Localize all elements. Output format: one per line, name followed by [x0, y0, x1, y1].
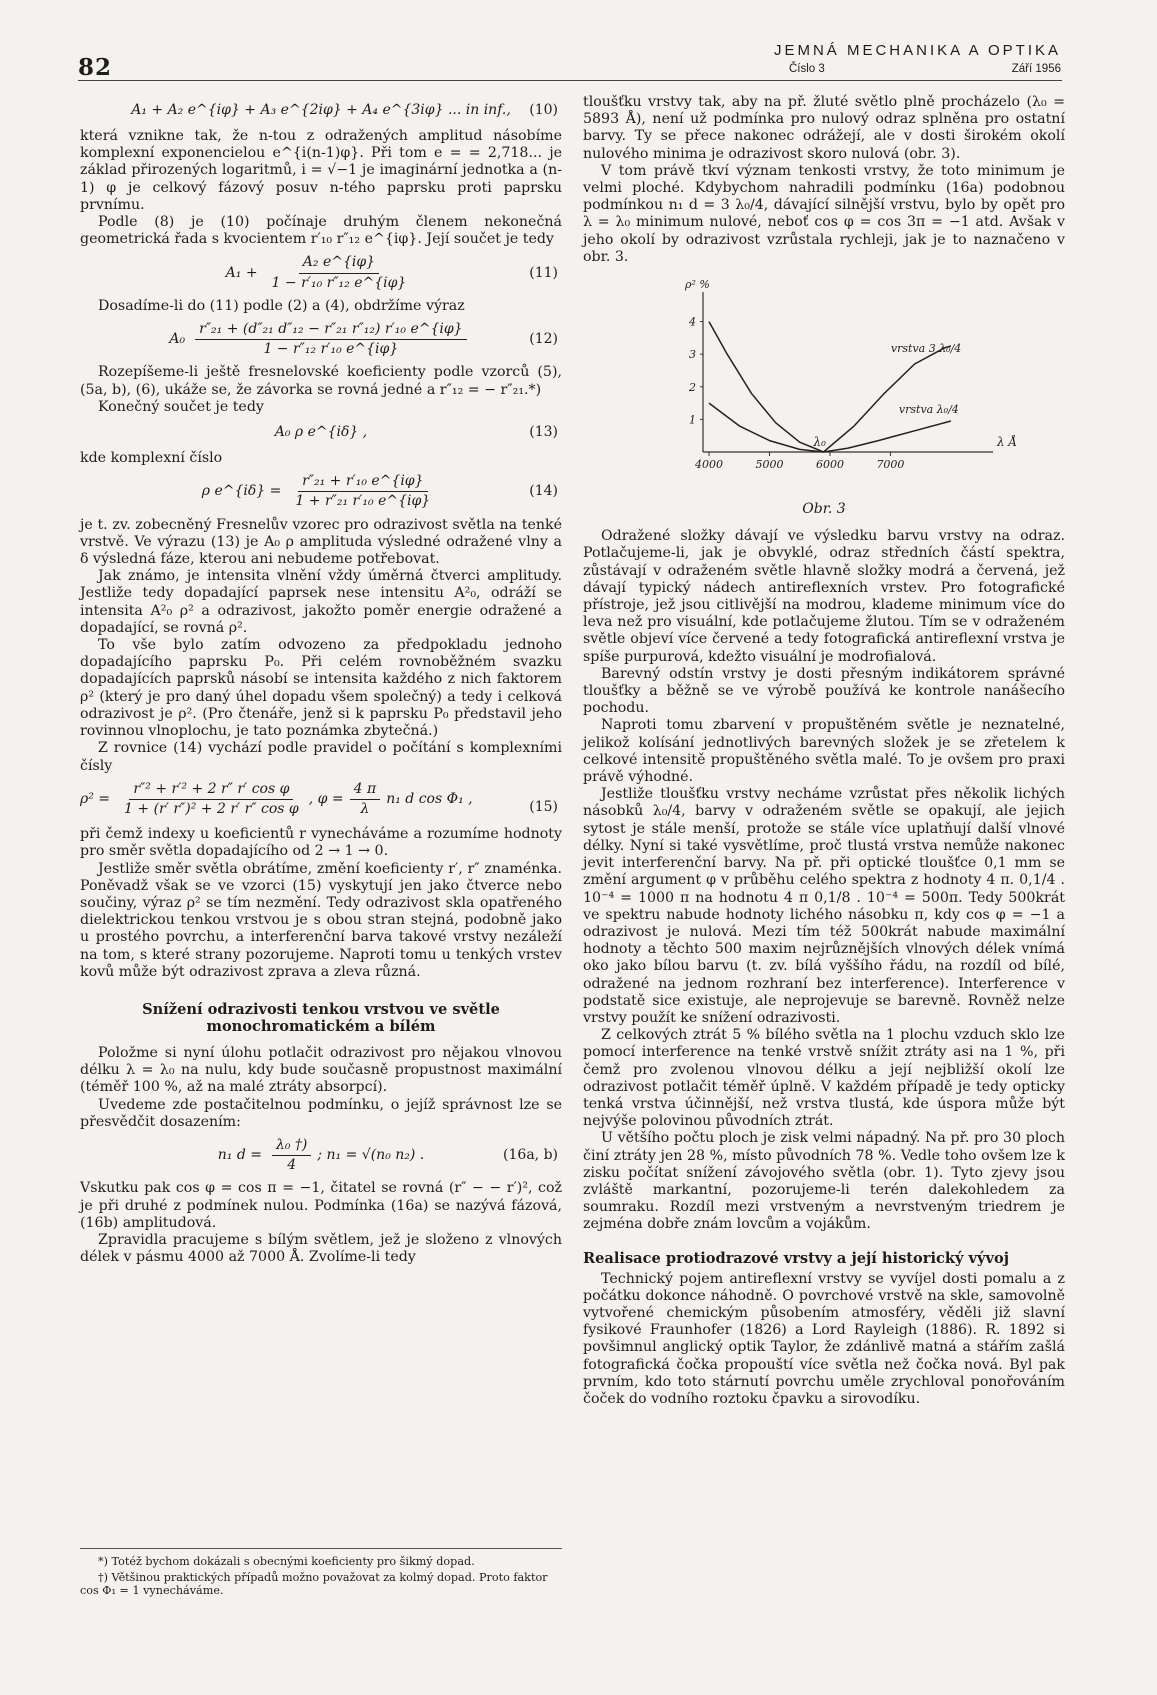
reflectance-chart — [583, 272, 1065, 497]
eq15-post: n₁ d cos Φ₁ , — [386, 790, 473, 807]
eq15-fraction-2 — [350, 781, 381, 818]
eq16-number: (16a, b) — [503, 1147, 558, 1164]
eq13-number: (13) — [529, 424, 558, 441]
paragraph: To vše bylo zatím odvozeno za předpokladu jednoho dopadajícího paprsku P₀. Při celém rovnoběžném svazku dopadajících paprsků násobí se intensita každého z nich faktorem ρ² (který je pro daný úhel dopadu všem společný) a tedy i celková odrazivost je ρ². (Pro čtenáře, jenž si k paprsku P₀ představil jeho rovinnou vlnoplochu, je tato poznámka zbytečná.) — [80, 637, 562, 740]
eq15-numerator-2: 4 π — [350, 781, 381, 800]
paragraph: Jestliže směr světla obrátíme, změní koeficienty r′, r″ znaménka. Poněvadž však se ve vzorci (15) vyskytují jen jako čtverce nebo součiny, výraz ρ² se tím nezmění. Tedy odrazivost skla opatřeného dielektrickou tenkou vrstvou je s obou stran stejná, podobně jako u prostého povrchu, a interferenční barva takové vrstvy nezáleží na tom, s které strany pozorujeme. Naproti tomu u tenkých vrstev kovů může být odrazivost zprava a zleva různá. — [80, 860, 562, 980]
section-heading: Realisace protiodrazové vrstvy a její historický vývoj — [583, 1249, 1010, 1267]
eq10-expression: A₁ + A₂ e^{iφ} + A₃ e^{2iφ} + A₄ e^{3iφ} ... in inf., — [131, 102, 511, 119]
paragraph: při čemž indexy u koeficientů r vynecháváme a rozumíme hodnoty pro směr světla dopadajícího od 2 → 1 → 0. — [80, 826, 562, 860]
eq14-numerator: r″₂₁ + r′₁₀ e^{iφ} — [298, 473, 427, 492]
paragraph: Rozepíšeme-li ještě fresnelovské koeficienty podle vzorců (5), (5a, b), (6), ukáže se, že závorka se rovná jedné a r″₁₂ = − r″₂₁.*) — [80, 364, 562, 398]
paragraph: Naproti tomu zbarvení v propuštěném světle je neznatelné, jelikož kolísání jednotlivých barevných složek je se zřetelem k celkové intensitě propuštěného světla malé. To je ovšem pro praxi právě výhodné. — [583, 717, 1065, 786]
equation-16 — [80, 1137, 562, 1174]
eq14-fraction — [291, 473, 434, 510]
equation-10 — [80, 100, 562, 122]
right-column — [583, 94, 1065, 1408]
eq14-number: (14) — [529, 483, 558, 500]
eq12-numerator: r″₂₁ + (d″₂₁ d″₁₂ − r″₂₁ r″₁₂) r′₁₀ e^{iφ} — [195, 321, 466, 340]
page-number: 82 — [78, 54, 113, 81]
equation-13 — [80, 422, 562, 444]
left-column — [80, 94, 562, 1266]
x-tick-label: 7000 — [876, 458, 905, 472]
paragraph: V tom právě tkví význam tenkosti vrstvy, že toto minimum je velmi ploché. Kdybychom nahradili podmínku (16a) podobnou podmínkou n₁ d = 3 λ₀/4, dávající silnější vrstvu, bylo by opět pro λ = λ₀ minimum nulové, neboť cos φ = cos 3π = −1 atd. Avšak v jeho okolí by odrazivost vzrůstala rychleji, jak je to naznačeno v obr. 3. — [583, 162, 1065, 265]
eq15-denominator: 1 + (r′ r″)² + 2 r′ r″ cos φ — [124, 800, 299, 817]
eq16-numerator: λ₀ †) — [272, 1137, 311, 1156]
paragraph: která vznikne tak, že n-tou z odražených amplitud násobíme komplexní exponencielou e^{i(n-1)φ}. Při tom e = = 2,718... je základ přirozených logaritmů, i = √−1 je imaginární jednotka a (n-1) φ je celkový fázový posuv n-tého paprsku proti paprsku prvnímu. — [80, 128, 562, 213]
footnotes — [80, 1548, 562, 1600]
eq11-number: (11) — [529, 264, 558, 281]
eq15-mid: , φ = — [308, 790, 344, 807]
eq11-numerator: A₂ e^{iφ} — [299, 254, 379, 273]
x-tick-label: 5000 — [755, 458, 784, 472]
paragraph: Dosadíme-li do (11) podle (2) a (4), obdržíme výraz — [98, 297, 465, 314]
paragraph: Jestliže tloušťku vrstvy necháme vzrůstat přes několik lichých násobků λ₀/4, barvy v odraženém světle se opakují, ale jejich sytost je stále menší, protože se stále více uplatňují další vlnové délky. Nyní si také vysvětlíme, proč tlustá vrstva nemůže nakonec jevit interferenční barvy. Na př. při optické tloušťce 0,1 mm se změní argument φ v průběhu celého spektra z hodnoty 4 π. 0,1/4 . 10⁻⁴ = 1000 π na hodnotu 4 π 0,1/8 . 10⁻⁴ = 500π. Tedy 500krát ve spektru nabude hodnoty lichého násobku π, kdy cos φ = −1 a odrazivost je nulová. Mezi tím též 500krát nabude maximální hodnoty a těchto 500 maxim nejrůznějších vlnových délek vnímá oko jako bílou barvu (t. zv. bílá vyššího řádu, na rozdíl od bílé, odražené na jednom rozhraní bez interference). Interference v podstatě sice existuje, ale neprojevuje se barevně. Rovněž nelze vrstvy použít ke snížení odrazivosti. — [583, 786, 1065, 1026]
eq15-prefix: ρ² = — [80, 790, 111, 807]
minimum-annotation: λ₀ — [813, 435, 826, 450]
paragraph: Konečný součet je tedy — [98, 398, 264, 415]
figure-3 — [583, 272, 1065, 497]
x-axis-label: λ Å — [997, 435, 1018, 450]
paragraph: kde komplexní číslo — [80, 450, 223, 467]
paragraph: Jak známo, je intensita vlnění vždy úměrná čtverci amplitudy. Jestliže tedy dopadající paprsek nese intensitu A²₀, odráží se intensita A²₀ ρ² a odrazivost, jakožto poměr energie odražené a dopadající, se rovná ρ². — [80, 568, 562, 636]
footnote: *) Totéž bychom dokázali s obecnými koeficienty pro šikmý dopad. — [98, 1555, 475, 1568]
eq11-denominator: 1 − r′₁₀ r″₁₂ e^{iφ} — [271, 274, 407, 291]
eq14-prefix: ρ e^{iδ} = — [201, 483, 282, 500]
eq11-prefix: A₁ + — [225, 264, 258, 281]
y-tick-label: 3 — [689, 348, 696, 362]
paragraph: Odražené složky dávají ve výsledku barvu vrstvy na odraz. Potlačujeme-li, jak je obvyklé, odraz středních částí spektra, zůstávají v odraženém světle hlavně složky modrá a červená, jež dávají typický nádech antireflexních vrstev. Pro fotografické přístroje, jež jsou citlivější na modrou, klademe minimum více do leva než pro visuální, kde potlačujeme žlutou. Tím se v odraženém světle objeví více červené a tedy fotografická antireflexní vrstva je spíše purpurová, kdežto visuální je modrofialová. — [583, 528, 1065, 665]
eq14-denominator: 1 + r″₂₁ r′₁₀ e^{iφ} — [295, 493, 431, 510]
section-heading: Snížení odrazivosti tenkou vrstvou ve světle monochromatickém a bílém — [142, 1000, 500, 1035]
paragraph: Zpravidla pracujeme s bílým světlem, jež je složeno z vlnových délek v pásmu 4000 až 7000 Å. Zvolíme-li tedy — [80, 1231, 562, 1266]
paragraph: U většího počtu ploch je zisk velmi nápadný. Na př. pro 30 ploch činí ztráty jen 28 %, místo původních 78 %. Vedle toho ovšem lze k zisku počítat snížení závojového světla (obr. 1). Tyto zjevy jsou zvláště markantní, pozorujeme-li terén dalekohledem za soumraku. Rozdíl mezi vrstveným a nevrstveným triedrem je zejména dobře znám lovcům a vojákům. — [583, 1130, 1065, 1233]
issue-date: Září 1956 — [1011, 63, 1061, 75]
eq10-number: (10) — [529, 102, 558, 119]
paragraph: je t. zv. zobecněný Fresnelův vzorec pro odrazivost světla na tenké vrstvě. Ve výrazu (13) je A₀ ρ amplituda výsledné odražené vlny a δ výsledná fáze, kterou ani nebudeme potřebovat. — [80, 516, 562, 568]
eq12-fraction — [195, 321, 466, 358]
y-tick-label: 4 — [689, 315, 696, 329]
eq15-numerator: r″² + r′² + 2 r″ r′ cos φ — [129, 781, 293, 800]
footnote: †) Většinou praktických případů možno považovat za kolmý dopad. Proto faktor cos Φ₁ = 1 vynecháváme. — [80, 1571, 548, 1597]
issue-number: Číslo 3 — [789, 63, 825, 75]
figure-caption: Obr. 3 — [802, 501, 846, 518]
paragraph: Položme si nyní úlohu potlačit odrazivost pro nějakou vlnovou délku λ = λ₀ na nulu, kdy bude současně propustnost maximální (téměř 100 %, až na malé ztráty absorpcí). — [80, 1044, 562, 1096]
eq13-expression: A₀ ρ e^{iδ} , — [274, 424, 368, 441]
eq16-fraction — [272, 1137, 311, 1174]
eq12-number: (12) — [529, 331, 558, 348]
paragraph: Technický pojem antireflexní vrstvy se vyvíjel dosti pomalu a z počátku dokonce náhodně. O povrchové vrstvě na skle, samovolně vytvořené chemickým působením atmosféry, věděli již slavní fysikové Fraunhofer (1826) a Lord Rayleigh (1886). R. 1892 si povšimnul anglický optik Taylor, že zdánlivě matná a stářím zašlá fotografická čočka propouští více světla než čočka nová. Byl pak prvním, kdo toto stárnutí povrchu uměle zrychloval ponořováním čoček do vodního roztoku čpavku a sirovodíku. — [583, 1270, 1065, 1407]
paragraph: Uvedeme zde postačitelnou podmínku, o jejíž správnost lze se přesvědčit dosazením: — [80, 1096, 562, 1130]
eq15-fraction — [120, 781, 303, 818]
eq15-number: (15) — [529, 798, 558, 815]
eq11-fraction — [268, 254, 411, 291]
equation-14 — [80, 473, 562, 510]
x-tick-label: 4000 — [695, 458, 724, 472]
journal-title: JEMNÁ MECHANIKA A OPTIKA — [773, 42, 1061, 59]
eq16-post: ; n₁ = √(n₀ n₂) . — [317, 1147, 425, 1164]
y-tick-label: 2 — [689, 380, 696, 394]
equation-11 — [80, 254, 562, 291]
paragraph: Barevný odstín vrstvy je dosti přesným indikátorem správné tloušťky a běžně se ve výrobě používá ke kontrole nanášecího pochodu. — [583, 665, 1065, 717]
issue-line — [789, 63, 1061, 75]
paragraph: Podle (8) je (10) počínaje druhým členem nekonečná geometrická řada s kvocientem r′₁₀ r″₁₂ e^{iφ}. Její součet je tedy — [80, 214, 562, 248]
x-tick-label: 6000 — [815, 458, 844, 472]
header-rule — [78, 80, 1062, 81]
eq12-prefix: A₀ — [169, 331, 186, 348]
series-label: vrstva 3 λ₀/4 — [890, 342, 962, 356]
paragraph: tloušťku vrstvy tak, aby na př. žluté světlo plně procházelo (λ₀ = 5893 Å), není už podmínka pro nulový odraz splněna pro ostatní barvy. Ty se přece nakonec odrážejí, ale v dosti širokém okolí nulového minima je odrazivost skoro nulová (obr. 3). — [583, 94, 1065, 162]
eq12-denominator: 1 − r″₁₂ r′₁₀ e^{iφ} — [263, 341, 399, 358]
journal-header — [774, 42, 1061, 75]
eq16-prefix: n₁ d = — [217, 1147, 262, 1164]
eq16-denominator: 4 — [287, 1157, 297, 1174]
paragraph: Vskutku pak cos φ = cos π = −1, čitatel se rovná (r″ − − r′)², což je při druhé z podmínek nulou. Podmínka (16a) se nazývá fázová, (16b) amplitudová. — [80, 1180, 562, 1231]
equation-15 — [80, 781, 562, 818]
equation-12 — [80, 321, 562, 358]
eq15-denominator-2: λ — [360, 800, 370, 817]
series-label: vrstva λ₀/4 — [898, 403, 959, 417]
paragraph: Z rovnice (14) vychází podle pravidel o počítání s komplexními čísly — [80, 740, 562, 774]
y-tick-label: 1 — [689, 413, 696, 427]
paragraph: Z celkových ztrát 5 % bílého světla na 1 plochu vzduch sklo lze pomocí interference na tenké vrstvě snížit ztráty asi na 1 %, při čemž pro zvolenou vlnovou délku a její nejbližší okolí lze odrazivost potlačit téměř úplně. V každém případě je tedy opticky tenká vrstva účinnější, než vrstva tlustá, kde úspora může být nejvýše polovinou původních ztrát. — [583, 1027, 1065, 1130]
y-axis-label: ρ² % — [685, 278, 710, 292]
